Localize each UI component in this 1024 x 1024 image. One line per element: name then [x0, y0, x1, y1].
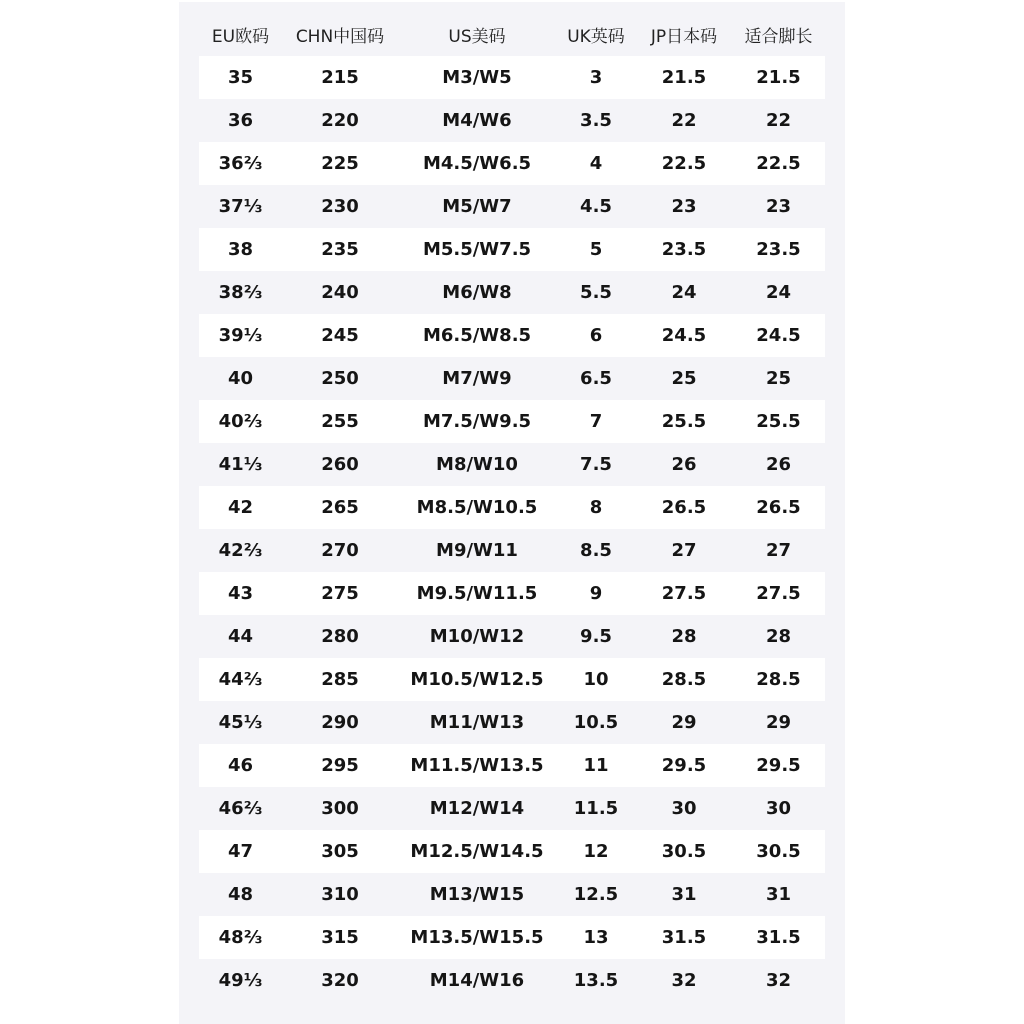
table-row	[199, 56, 825, 99]
cell-jp-size: 30.5	[661, 841, 707, 862]
cell-jp-size: 24.5	[661, 325, 707, 346]
cell-foot-length: 25	[765, 368, 792, 389]
cell-uk-size: 10.5	[573, 712, 619, 733]
cell-uk-size: 3	[589, 67, 603, 88]
table-row	[199, 916, 825, 959]
cell-chn-size: 260	[321, 454, 359, 475]
cell-foot-length: 30.5	[756, 841, 801, 862]
cell-us-size: M13/W15	[429, 884, 525, 905]
table-row	[199, 400, 825, 443]
cell-uk-size: 8.5	[580, 540, 612, 561]
cell-eu-size: 49⅓	[218, 970, 263, 991]
table-row	[199, 314, 825, 357]
cell-us-size: M8.5/W10.5	[416, 497, 538, 518]
cell-us-size: M3/W5	[442, 67, 512, 88]
cell-us-size: M12.5/W14.5	[410, 841, 544, 862]
header-eu: EU欧码	[211, 26, 270, 47]
cell-eu-size: 46⅔	[218, 798, 263, 819]
cell-eu-size: 44	[227, 626, 254, 647]
table-row	[199, 486, 825, 529]
cell-jp-size: 29.5	[661, 755, 707, 776]
table-row	[199, 572, 825, 615]
cell-jp-size: 28.5	[661, 669, 707, 690]
cell-jp-size: 26.5	[661, 497, 707, 518]
table-row	[199, 228, 825, 271]
cell-chn-size: 225	[321, 153, 359, 174]
cell-foot-length: 27	[765, 540, 792, 561]
cell-foot-length: 31	[765, 884, 792, 905]
cell-uk-size: 12	[583, 841, 609, 862]
table-row	[199, 787, 825, 830]
cell-us-size: M4/W6	[442, 110, 512, 131]
cell-uk-size: 3.5	[580, 110, 612, 131]
cell-jp-size: 27.5	[661, 583, 707, 604]
cell-uk-size: 4.5	[580, 196, 612, 217]
table-row	[199, 873, 825, 916]
table-body	[199, 56, 825, 1002]
cell-eu-size: 44⅔	[218, 669, 263, 690]
cell-foot-length: 29	[765, 712, 792, 733]
cell-us-size: M9.5/W11.5	[416, 583, 538, 604]
cell-jp-size: 22.5	[661, 153, 707, 174]
cell-eu-size: 36⅔	[218, 153, 263, 174]
cell-eu-size: 38	[227, 239, 254, 260]
cell-chn-size: 295	[321, 755, 359, 776]
cell-eu-size: 40⅔	[218, 411, 263, 432]
cell-chn-size: 315	[321, 927, 359, 948]
cell-uk-size: 11	[583, 755, 609, 776]
cell-chn-size: 215	[321, 67, 359, 88]
cell-eu-size: 41⅓	[218, 454, 263, 475]
cell-us-size: M4.5/W6.5	[422, 153, 532, 174]
cell-chn-size: 265	[321, 497, 359, 518]
cell-foot-length: 29.5	[756, 755, 801, 776]
cell-us-size: M7/W9	[442, 368, 512, 389]
cell-jp-size: 30	[671, 798, 697, 819]
cell-chn-size: 245	[321, 325, 359, 346]
header-us: US美码	[448, 26, 506, 47]
cell-eu-size: 48⅔	[218, 927, 263, 948]
cell-us-size: M10.5/W12.5	[410, 669, 544, 690]
cell-uk-size: 5	[589, 239, 603, 260]
cell-foot-length: 28	[765, 626, 792, 647]
table-row	[199, 443, 825, 486]
cell-us-size: M7.5/W9.5	[422, 411, 532, 432]
cell-foot-length: 22	[765, 110, 792, 131]
cell-uk-size: 11.5	[573, 798, 619, 819]
header-chn: CHN中国码	[295, 26, 385, 47]
table-row	[199, 529, 825, 572]
cell-uk-size: 7.5	[580, 454, 612, 475]
cell-uk-size: 6	[589, 325, 603, 346]
cell-eu-size: 46	[227, 755, 254, 776]
cell-eu-size: 42⅔	[218, 540, 263, 561]
table-row	[199, 658, 825, 701]
cell-foot-length: 22.5	[756, 153, 801, 174]
cell-us-size: M10/W12	[429, 626, 525, 647]
cell-uk-size: 7	[589, 411, 603, 432]
cell-chn-size: 290	[321, 712, 359, 733]
table-row	[199, 99, 825, 142]
table-row	[199, 142, 825, 185]
cell-jp-size: 23.5	[661, 239, 707, 260]
table-row	[199, 744, 825, 787]
cell-jp-size: 27	[671, 540, 697, 561]
cell-foot-length: 32	[765, 970, 792, 991]
cell-uk-size: 13.5	[573, 970, 619, 991]
cell-foot-length: 24	[765, 282, 792, 303]
cell-chn-size: 285	[321, 669, 359, 690]
cell-jp-size: 24	[671, 282, 697, 303]
table-row	[199, 185, 825, 228]
table-row	[199, 959, 825, 1002]
cell-chn-size: 275	[321, 583, 359, 604]
cell-us-size: M6/W8	[442, 282, 512, 303]
table-header	[199, 16, 825, 52]
cell-jp-size: 25.5	[661, 411, 707, 432]
cell-uk-size: 6.5	[580, 368, 612, 389]
cell-eu-size: 43	[227, 583, 254, 604]
cell-us-size: M9/W11	[436, 540, 518, 561]
cell-chn-size: 305	[321, 841, 359, 862]
cell-chn-size: 320	[321, 970, 359, 991]
cell-chn-size: 240	[321, 282, 359, 303]
cell-chn-size: 220	[321, 110, 359, 131]
cell-foot-length: 31.5	[756, 927, 801, 948]
cell-us-size: M12/W14	[429, 798, 525, 819]
cell-jp-size: 32	[671, 970, 697, 991]
cell-foot-length: 26	[765, 454, 792, 475]
cell-foot-length: 30	[765, 798, 792, 819]
cell-foot-length: 25.5	[756, 411, 801, 432]
cell-us-size: M5/W7	[442, 196, 512, 217]
cell-foot-length: 21.5	[756, 67, 801, 88]
cell-jp-size: 23	[671, 196, 697, 217]
cell-eu-size: 39⅓	[218, 325, 263, 346]
cell-chn-size: 250	[321, 368, 359, 389]
cell-eu-size: 38⅔	[218, 282, 263, 303]
cell-eu-size: 45⅓	[218, 712, 263, 733]
header-jp: JP日本码	[650, 26, 718, 47]
cell-uk-size: 9.5	[580, 626, 612, 647]
cell-chn-size: 230	[321, 196, 359, 217]
cell-eu-size: 40	[227, 368, 254, 389]
cell-jp-size: 31.5	[661, 927, 707, 948]
header-foot-length: 适合脚长	[744, 26, 813, 47]
header-uk: UK英码	[567, 26, 625, 47]
cell-jp-size: 29	[671, 712, 697, 733]
cell-uk-size: 12.5	[573, 884, 619, 905]
cell-eu-size: 37⅓	[218, 196, 263, 217]
cell-us-size: M14/W16	[429, 970, 525, 991]
table-row	[199, 271, 825, 314]
cell-chn-size: 270	[321, 540, 359, 561]
table-row	[199, 615, 825, 658]
cell-chn-size: 300	[321, 798, 359, 819]
cell-uk-size: 13	[583, 927, 609, 948]
cell-jp-size: 22	[671, 110, 697, 131]
cell-us-size: M6.5/W8.5	[422, 325, 532, 346]
table-row	[199, 357, 825, 400]
cell-uk-size: 4	[589, 153, 603, 174]
cell-us-size: M5.5/W7.5	[422, 239, 532, 260]
cell-us-size: M11/W13	[429, 712, 525, 733]
cell-eu-size: 36	[227, 110, 254, 131]
cell-us-size: M11.5/W13.5	[410, 755, 544, 776]
cell-uk-size: 5.5	[580, 282, 612, 303]
cell-uk-size: 9	[589, 583, 603, 604]
cell-jp-size: 25	[671, 368, 697, 389]
cell-foot-length: 24.5	[756, 325, 801, 346]
cell-chn-size: 255	[321, 411, 359, 432]
cell-eu-size: 48	[227, 884, 254, 905]
cell-foot-length: 26.5	[756, 497, 801, 518]
cell-foot-length: 23.5	[756, 239, 801, 260]
cell-jp-size: 28	[671, 626, 697, 647]
cell-uk-size: 10	[583, 669, 609, 690]
cell-foot-length: 28.5	[756, 669, 801, 690]
cell-foot-length: 27.5	[756, 583, 801, 604]
cell-chn-size: 280	[321, 626, 359, 647]
cell-eu-size: 35	[227, 67, 254, 88]
cell-us-size: M13.5/W15.5	[410, 927, 544, 948]
cell-jp-size: 26	[671, 454, 697, 475]
table-row	[199, 830, 825, 873]
cell-foot-length: 23	[765, 196, 792, 217]
cell-chn-size: 235	[321, 239, 359, 260]
cell-us-size: M8/W10	[436, 454, 518, 475]
cell-chn-size: 310	[321, 884, 359, 905]
cell-uk-size: 8	[589, 497, 603, 518]
cell-eu-size: 42	[227, 497, 254, 518]
cell-jp-size: 31	[671, 884, 697, 905]
table-row	[199, 701, 825, 744]
cell-jp-size: 21.5	[661, 67, 707, 88]
cell-eu-size: 47	[227, 841, 254, 862]
